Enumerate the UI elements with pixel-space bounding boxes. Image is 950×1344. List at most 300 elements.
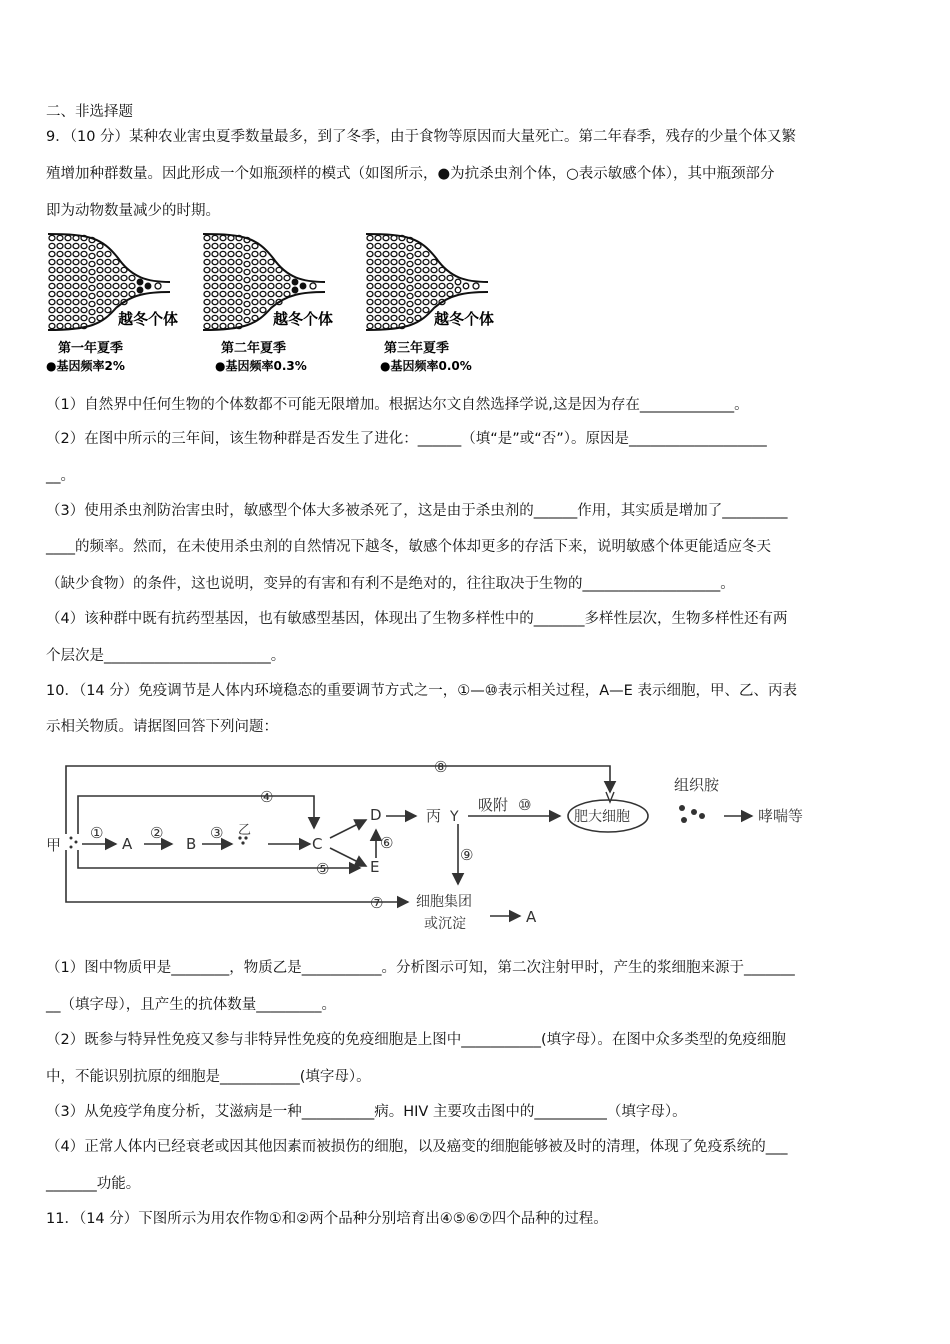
individual-dot [252,283,258,288]
individual-dot [260,267,266,272]
individual-dot [228,259,234,264]
individual-dot [204,235,210,240]
individual-dot [129,275,135,280]
individual-dot [252,291,258,296]
individual-dot [228,267,234,272]
cluster-to-cell-A: A [526,908,537,926]
individual-dot [220,299,226,304]
individual-dot [447,283,453,288]
individual-dot [89,261,95,266]
step-8: ⑧ [434,758,448,776]
individual-dot [447,275,453,280]
individual-dot [204,291,210,296]
individual-dot [81,251,87,256]
individual-dot [375,243,381,248]
individual-dot [89,309,95,314]
individual-dot [399,243,405,248]
individual-dot [391,307,397,312]
individual-dot [399,315,405,320]
individual-dot [260,259,266,264]
q10-part1-line1: （1）图中物质甲是________，物质乙是___________。分析图示可知，第二次注射甲时，产生的浆细胞来源于_______ [46,960,795,976]
immune-diagram [40,750,840,940]
q9-part4-line2: 个层次是_______________________。 [46,648,286,664]
individual-dot [423,267,429,272]
individual-dot [155,283,161,289]
individual-dot [423,299,429,304]
histamine-label: 组织胺 [674,776,720,794]
q10-part1-line2: __（填字母），且产生的抗体数量_________。 [46,997,336,1013]
individual-dot [367,323,373,328]
individual-dot [73,307,79,312]
individual-dot [383,291,389,296]
cell-C: C [312,835,323,853]
individual-dot [252,275,258,280]
q9-part4-line1: （4）该种群中既有抗药型基因，也有敏感型基因，体现出了生物多样性中的_______多样性层次，生物多样性还有两 [46,611,788,627]
individual-dot [375,235,381,240]
q9-part2-line2: __。 [46,468,75,484]
wheeze-label: 哮喘等 [758,807,804,825]
individual-dot [383,307,389,312]
individual-dot [81,307,87,312]
individual-dot [49,323,55,328]
individual-dot [383,323,389,328]
individual-dot [204,259,210,264]
individual-dot [81,291,87,296]
label-yi: 乙 [238,823,252,838]
individual-dot [49,243,55,248]
individual-dot [220,251,226,256]
individual-dot [423,259,429,264]
individual-dot [399,259,405,264]
individual-dot [399,267,405,272]
panel-freq: ●基因频率0.3% [215,359,307,373]
individual-dot [260,291,266,296]
individual-dot [57,307,63,312]
individual-dot [65,259,71,264]
section-title: 二、非选择题 [46,104,133,120]
individual-dot [204,283,210,288]
individual-dot [244,309,250,314]
individual-dot [105,251,111,256]
individual-dot [375,291,381,296]
q11-stem-line1: 11．（14 分）下图所示为用农作物①和②两个品种分别培育出④⑤⑥⑦四个品种的过程。 [46,1211,608,1227]
individual-dot [228,315,234,320]
panel-year2 [203,234,333,373]
individual-dot [383,243,389,248]
individual-dot [73,315,79,320]
individual-dot [220,307,226,312]
individual-dot [220,283,226,288]
individual-dot [204,275,210,280]
individual-dot [244,269,250,274]
step-7: ⑦ [370,894,384,912]
q10-part4-line1: （4）正常人体内已经衰老或因其他因素而被损伤的细胞，以及癌变的细胞能够被及时的清理，体现了免疫系统的___ [46,1139,788,1155]
individual-dot [49,267,55,272]
individual-dot [89,253,95,258]
individual-dot [367,243,373,248]
individual-dot [81,283,87,288]
individual-dot [260,275,266,280]
individual-dot [89,245,95,250]
individual-dot [57,267,63,272]
individual-dot [89,277,95,282]
individual-dot [49,275,55,280]
individual-dot [244,317,250,322]
individual-dot [407,269,413,274]
individual-dot [97,251,103,256]
individual-dot [367,251,373,256]
cluster-label-1: 细胞集团 [416,894,472,910]
individual-dot [391,291,397,296]
individual-dot [57,299,63,304]
individual-dot [463,283,469,289]
panel-freq: ●基因频率2% [46,359,125,373]
individual-dot [204,251,210,256]
individual-dot [252,259,258,264]
individual-dot [375,251,381,256]
individual-dot [407,277,413,282]
individual-dot [407,309,413,314]
individual-dot [204,315,210,320]
individual-dot [65,243,71,248]
individual-dot [97,259,103,264]
individual-dot [292,279,298,285]
individual-dot [97,299,103,304]
individual-dot [121,291,127,296]
individual-dot [220,315,226,320]
individual-dot [399,283,405,288]
individual-dot [57,243,63,248]
label-jia: 甲 [46,836,62,854]
individual-dot [57,315,63,320]
individual-dot [220,235,226,240]
individual-dot [260,251,266,256]
q9-part2-line1: （2）在图中所示的三年间，该生物种群是否发生了进化：______（填“是”或“否”）。原因是___________________ [46,431,767,447]
individual-dot [212,283,218,288]
individual-dot [49,259,55,264]
individual-dot [367,267,373,272]
individual-dot [375,323,381,328]
individual-dot [212,315,218,320]
individual-dot [431,267,437,272]
mast-cell-label: 肥大细胞 [574,809,630,825]
individual-dot [407,301,413,306]
individual-dot [423,275,429,280]
individual-dot [415,267,421,272]
individual-dot [113,275,119,280]
individual-dot [375,315,381,320]
individual-dot [284,283,290,288]
individual-dot [129,283,135,288]
individual-dot [431,283,437,288]
individual-dot [49,235,55,240]
bottleneck-curve-top [366,234,488,282]
cell-D: D [370,806,382,824]
individual-dot [113,267,119,272]
individual-dot [399,251,405,256]
individual-dot [204,299,210,304]
individual-dot [236,299,242,304]
individual-dot [375,307,381,312]
individual-dot [473,283,479,289]
individual-dot [105,299,111,304]
individual-dot [391,259,397,264]
step-10: ⑩ [518,796,532,814]
individual-dot [383,259,389,264]
individual-dot [49,251,55,256]
individual-dot [81,299,87,304]
individual-dot [407,317,413,322]
individual-dot [212,299,218,304]
individual-dot [204,267,210,272]
individual-dot [244,253,250,258]
panel-year1 [46,234,178,373]
individual-dot [391,275,397,280]
individual-dot [212,323,218,328]
individual-dot [65,307,71,312]
individual-dot [383,251,389,256]
individual-dot [236,251,242,256]
individual-dot [244,301,250,306]
individual-dot [236,283,242,288]
individual-dot [415,251,421,256]
individual-dot [49,291,55,296]
step-5: ⑤ [316,860,330,878]
individual-dot [375,299,381,304]
individual-dot [204,243,210,248]
individual-dot [57,251,63,256]
individual-dot [252,267,258,272]
individual-dot [383,299,389,304]
individual-dot [113,259,119,264]
individual-dot [423,307,429,312]
individual-dot [73,267,79,272]
individual-dot [439,291,445,296]
individual-dot [407,285,413,290]
individual-dot [65,291,71,296]
individual-dot [431,275,437,280]
individual-dot [415,299,421,304]
individual-dot [137,279,143,285]
individual-dot [57,291,63,296]
individual-dot [431,291,437,296]
individual-dot [89,285,95,290]
panel-season: 第三年夏季 [384,341,450,356]
individual-dot [375,267,381,272]
individual-dot [212,235,218,240]
individual-dot [121,275,127,280]
individual-dot [431,259,437,264]
individual-dot [268,299,274,304]
individual-dot [367,275,373,280]
individual-dot [383,267,389,272]
individual-dot [375,259,381,264]
individual-dot [415,283,421,288]
q9-part3-line2: ____的频率。然而，在未使用杀虫剂的自然情况下越冬，敏感个体却更多的存活下来，说明敏感个体更能适应冬天 [46,539,771,555]
individual-dot [65,275,71,280]
individual-dot [49,307,55,312]
individual-dot [439,275,445,280]
individual-dot [73,299,79,304]
individual-dot [49,315,55,320]
individual-dot [73,243,79,248]
individual-dot [81,259,87,264]
individual-dot [212,307,218,312]
antibody-glyph: Y [450,809,459,825]
individual-dot [244,285,250,290]
individual-dot [244,261,250,266]
individual-dot [236,243,242,248]
individual-dot [236,259,242,264]
individual-dot [260,299,266,304]
individual-dot [121,283,127,288]
individual-dot [212,251,218,256]
individual-dot [236,267,242,272]
q9-stem-line2: 殖增加种群数量。因此形成一个如瓶颈样的模式（如图所示，●为抗杀虫剂个体，○表示敏感个体），其中瓶颈部分 [46,166,775,182]
individual-dot [212,259,218,264]
individual-dot [252,299,258,304]
individual-dot [367,315,373,320]
individual-dot [145,283,151,289]
individual-dot [415,259,421,264]
individual-dot [57,259,63,264]
individual-dot [423,291,429,296]
q10-stem-line2: 示相关物质。请据图回答下列问题： [46,719,278,735]
individual-dot [228,283,234,288]
individual-dot [212,243,218,248]
individual-dot [65,235,71,240]
individual-dot [268,283,274,288]
individual-dot [415,291,421,296]
q10-part3: （3）从免疫学角度分析，艾滋病是一种__________病。HIV 主要攻击图中的__________（填字母）。 [46,1104,687,1120]
individual-dot [415,307,421,312]
cell-B: B [186,835,197,853]
step-6: ⑥ [380,834,394,852]
individual-dot [260,283,266,288]
individual-dot [367,283,373,288]
individual-dot [391,243,397,248]
individual-dot [220,291,226,296]
individual-dot [97,307,103,312]
step-3: ③ [210,824,224,842]
individual-dot [204,307,210,312]
individual-dot [407,293,413,298]
individual-dot [300,283,306,289]
individual-dot [212,291,218,296]
individual-dot [57,323,63,328]
individual-dot [367,307,373,312]
individual-dot [65,299,71,304]
individual-dot [105,291,111,296]
individual-dot [105,267,111,272]
cluster-label-2: 或沉淀 [424,916,466,932]
individual-dot [399,275,405,280]
individual-dot [375,283,381,288]
q9-stem-line1: 9．（10 分）某种农业害虫夏季数量最多，到了冬季，由于食物等原因而大量死亡。第二年春季，残存的少量个体又繁 [46,129,797,145]
individual-dot [284,275,290,280]
individual-dot [105,283,111,288]
individual-dot [220,323,226,328]
individual-dot [228,243,234,248]
individual-dot [399,299,405,304]
individual-dot [105,275,111,280]
individual-dot [97,267,103,272]
individual-dot [236,315,242,320]
individual-dot [212,267,218,272]
q9-part3-line1: （3）使用杀虫剂防治害虫时，敏感型个体大多被杀死了，这是由于杀虫剂的______作用，其实质是增加了_________ [46,503,788,519]
step-1: ① [90,824,104,842]
individual-dot [407,261,413,266]
individual-dot [49,299,55,304]
individual-dot [236,275,242,280]
individual-dot [228,275,234,280]
individual-dot [391,283,397,288]
individual-dot [276,283,282,288]
individual-dot [97,275,103,280]
individual-dot [391,315,397,320]
individual-dot [228,307,234,312]
individual-dot [260,307,266,312]
label-bing: 丙 [426,807,442,825]
individual-dot [407,253,413,258]
individual-dot [252,251,258,256]
panel-year3 [366,234,494,373]
individual-dot [57,235,63,240]
individual-dot [81,275,87,280]
individual-dot [65,251,71,256]
individual-dot [391,299,397,304]
individual-dot [439,283,445,288]
individual-dot [57,275,63,280]
individual-dot [73,283,79,288]
panel-freq: ●基因频率0.0% [380,359,472,373]
individual-dot [81,243,87,248]
individual-dot [89,301,95,306]
individual-dot [276,291,282,296]
individual-dot [383,283,389,288]
individual-dot [137,287,143,293]
individual-dot [97,283,103,288]
individual-dot [244,277,250,282]
step-9: ⑨ [460,846,474,864]
individual-dot [407,245,413,250]
individual-dot [228,251,234,256]
individual-dot [431,299,437,304]
individual-dot [367,235,373,240]
individual-dot [268,259,274,264]
individual-dot [204,323,210,328]
individual-dot [383,235,389,240]
individual-dot [81,315,87,320]
individual-dot [292,287,298,293]
step-4: ④ [260,788,274,806]
individual-dot [65,323,71,328]
individual-dot [268,267,274,272]
individual-dot [375,275,381,280]
individual-dot [228,291,234,296]
individual-dot [228,299,234,304]
individual-dot [367,291,373,296]
individual-dot [113,291,119,296]
q9-stem-line3: 即为动物数量减少的时期。 [46,203,220,219]
individual-dot [49,283,55,288]
individual-dot [399,291,405,296]
step-2: ② [150,824,164,842]
individual-dot [89,317,95,322]
individual-dot [220,243,226,248]
panel-season: 第一年夏季 [58,341,124,356]
individual-dot [113,299,119,304]
